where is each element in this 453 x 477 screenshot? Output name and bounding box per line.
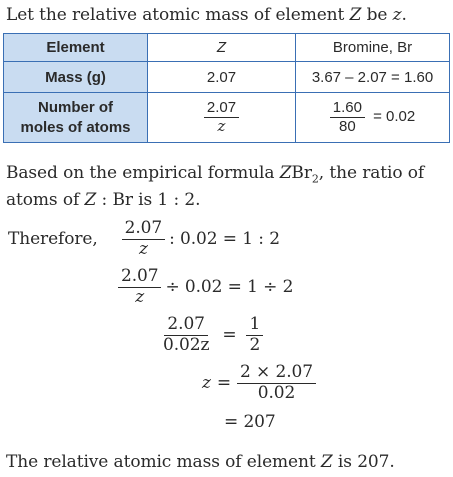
row-label-moles-line1: Number of — [38, 98, 113, 116]
equals-sign: = — [216, 373, 232, 394]
row-label-moles — [4, 93, 148, 143]
intro-text-mid: be — [361, 5, 393, 25]
therefore-label: Therefore, — [8, 229, 98, 250]
table-header-row — [4, 34, 450, 62]
fraction-eq3-right — [246, 316, 263, 355]
fraction-denominator: z — [135, 286, 145, 307]
cell-moles-br — [296, 93, 450, 143]
eq1-rhs: : 0.02 = 1 : 2 — [169, 229, 280, 250]
para-var-z: Z — [84, 190, 97, 210]
row-label-mass: Mass (g) — [4, 62, 148, 93]
fraction-numerator: 1 — [246, 316, 263, 336]
equation-1 — [6, 220, 282, 259]
para-text: Based on the empirical formula — [6, 163, 280, 183]
fraction-denominator: z — [138, 238, 148, 259]
eq4-lhs: z — [202, 373, 211, 394]
formula-subscript: 2 — [311, 172, 319, 186]
fraction-denominator: 2 — [249, 334, 261, 355]
fraction-numerator: 2.07 — [118, 268, 161, 288]
fraction-eq4 — [237, 364, 316, 403]
table-row-moles — [4, 93, 450, 143]
fraction-numerator: 2.07 — [122, 220, 165, 240]
intro-text: Let the relative atomic mass of element — [6, 5, 350, 25]
cell-mass-br: 3.67 – 2.07 = 1.60 — [296, 62, 450, 93]
para-text-end: , the ratio of — [318, 163, 425, 183]
header-z: Z — [148, 34, 296, 62]
cell-moles-z — [148, 93, 296, 143]
eq2-rhs: ÷ 0.02 = 1 ÷ 2 — [165, 277, 294, 298]
conclusion-text-end: is 207. — [332, 452, 395, 472]
header-bromine: Bromine, Br — [296, 34, 450, 62]
equation-2 — [116, 268, 295, 307]
fraction-numerator: 2.07 — [164, 316, 207, 336]
formula-z: Z — [279, 163, 292, 183]
conclusion-sentence — [6, 452, 395, 472]
para-text-end: : Br is 1 : 2. — [96, 190, 201, 210]
equation-4 — [200, 364, 318, 403]
fraction-eq1 — [122, 220, 165, 259]
fraction-moles-z — [204, 100, 239, 135]
mole-calculation-table — [3, 33, 450, 143]
fraction-moles-br — [330, 100, 365, 135]
conclusion-var: Z — [320, 452, 333, 472]
fraction-numerator: 1.60 — [330, 100, 365, 118]
intro-mass-var: z — [392, 5, 402, 25]
fraction-denominator: 0.02z — [163, 334, 210, 355]
moles-br-result: = 0.02 — [373, 108, 416, 126]
cell-mass-z: 2.07 — [148, 62, 296, 93]
intro-element-var: Z — [349, 5, 362, 25]
equation-5: = 207 — [224, 412, 276, 432]
row-label-moles-line2: moles of atoms — [20, 118, 131, 136]
equals-sign: = — [222, 325, 237, 346]
para-text: atoms of — [6, 190, 85, 210]
formula-br: Br — [291, 163, 312, 183]
fraction-eq2 — [118, 268, 161, 307]
fraction-numerator: 2 × 2.07 — [237, 364, 316, 384]
table-row-mass — [4, 62, 450, 93]
header-element: Element — [4, 34, 148, 62]
intro-period: . — [401, 5, 407, 25]
fraction-denominator: 80 — [339, 118, 356, 135]
fraction-denominator: 0.02 — [257, 382, 296, 403]
equation-3 — [158, 316, 265, 355]
fraction-eq3-left — [160, 316, 212, 355]
fraction-denominator: z — [217, 117, 226, 135]
ratio-paragraph-line1 — [6, 163, 424, 185]
fraction-numerator: 2.07 — [204, 100, 239, 118]
conclusion-text: The relative atomic mass of element — [6, 452, 321, 472]
ratio-paragraph-line2 — [6, 190, 200, 210]
intro-sentence — [6, 5, 407, 25]
